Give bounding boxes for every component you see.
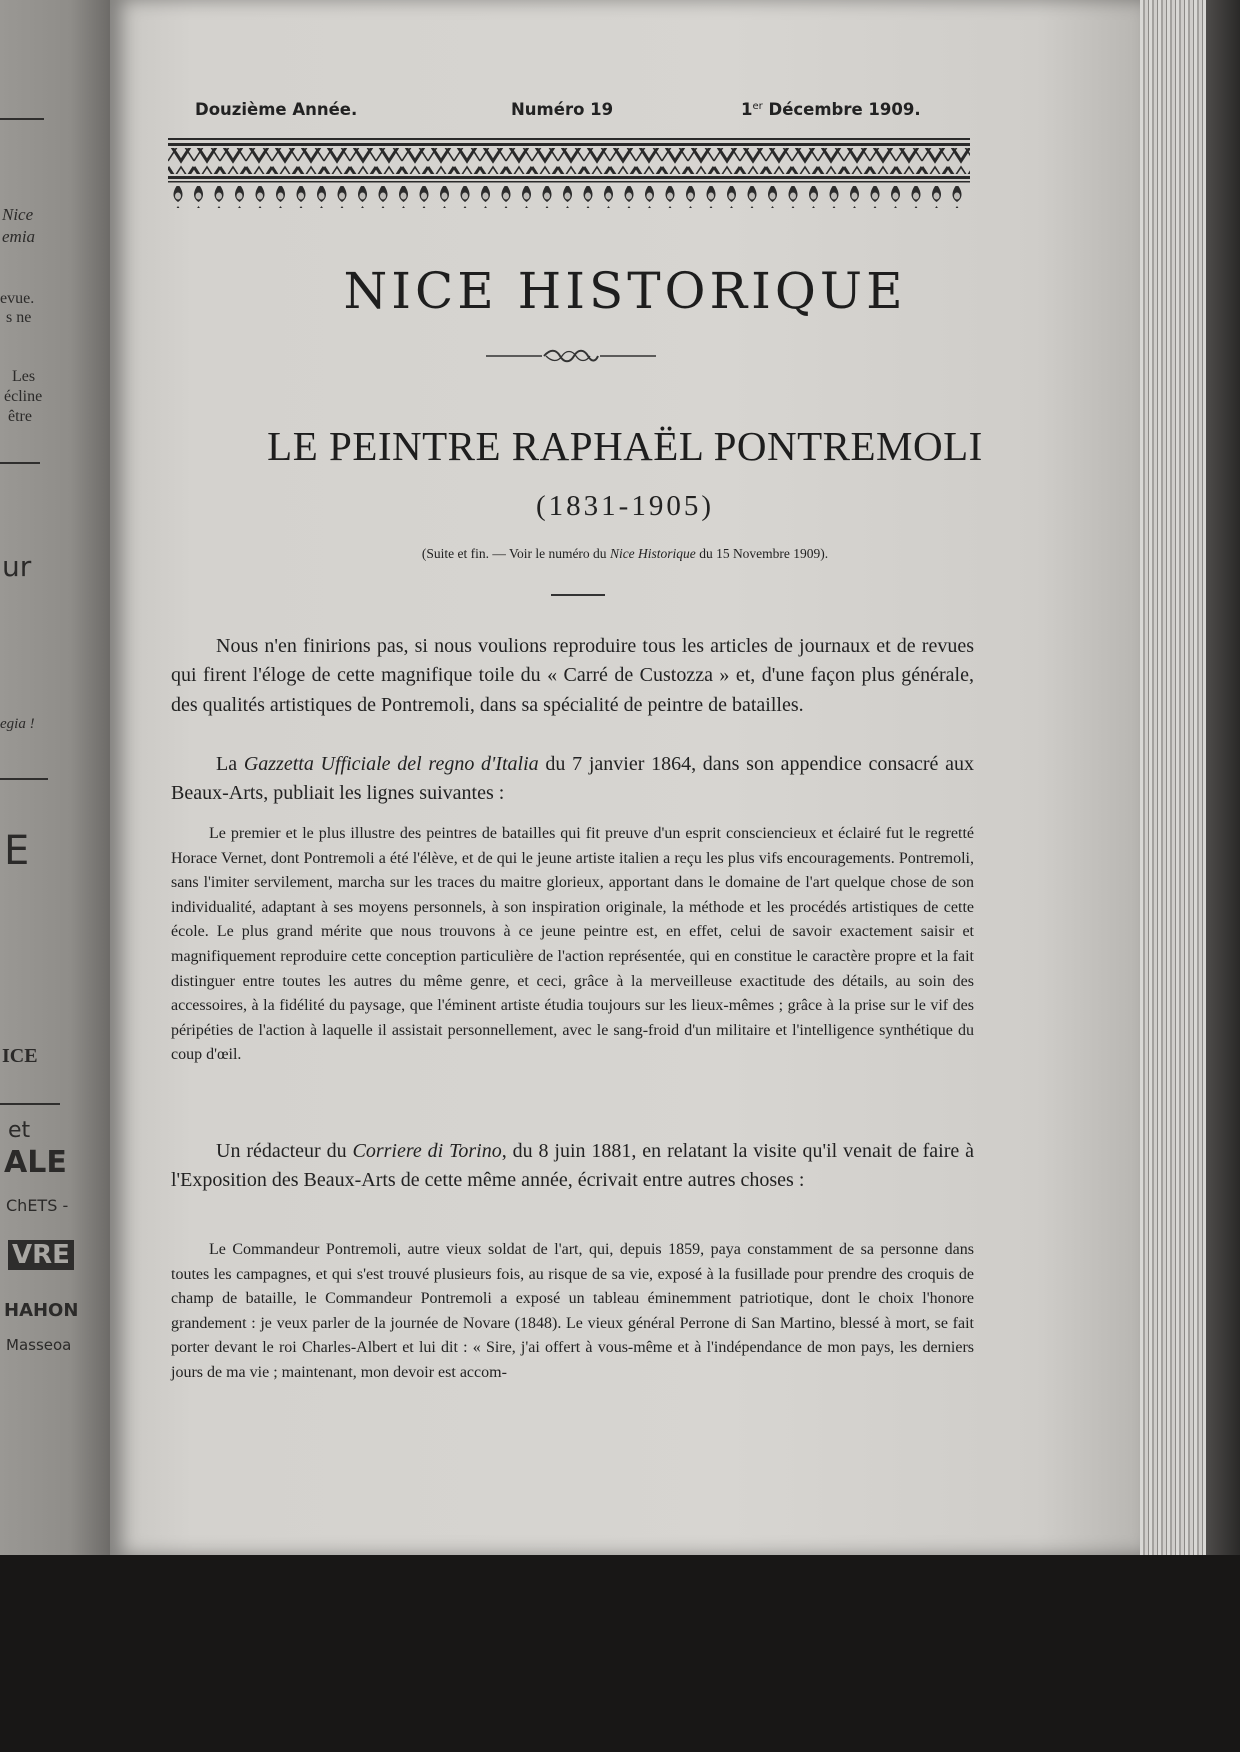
p3-journal-name: Corriere di Torino: [352, 1140, 502, 1162]
fragment-text: Masseoa: [6, 1336, 72, 1354]
fragment-text: egia !: [0, 716, 35, 732]
fragment-text: être: [8, 408, 32, 425]
continuation-note: [110, 546, 1140, 562]
p3-start: Un rédacteur du: [216, 1140, 347, 1162]
book-cover-edge: [1206, 0, 1240, 1555]
divider: [0, 462, 40, 464]
fragment-text: E: [4, 828, 30, 874]
p2-start: La: [216, 753, 238, 775]
ornament-divider: [486, 346, 656, 366]
paragraph-3: [171, 1137, 974, 1196]
fragment-text: et: [8, 1118, 31, 1143]
date-month-year: Décembre 1909.: [768, 100, 921, 119]
fragment-text: ALE: [4, 1145, 67, 1180]
issue-date: [741, 100, 921, 119]
p2-end: du 7 janvier 1864, dans son appendice consacré aux Beaux-Arts, publiait les lignes suivantes :: [171, 753, 975, 805]
fragment-text: écline: [4, 388, 43, 405]
fragment-text: Nice: [2, 205, 34, 224]
quotation-2: Le Commandeur Pontremoli, autre vieux soldat de l'art, qui, depuis 1859, paya constamment de sa personne dans toutes les campagnes, et qui s'est trouvé plusieurs fois, au risque de sa vie, exposé à la fusillade pour prendre des croquis de champ de bataille, le Commandeur Pontremoli a exposé un tableau éminemment patriotique, dont le choix l'honore grandement : je veux parler de la journée de Novare (1848). Le vieux général Perrone di San Martino, blessé à mort, se fait porter devant le roi Charles-Albert et lui dit : « Sire, j'ai offert à vous-même et à l'indépendance de mon pays, les derniers jours de ma vie ; maintenant, mon devoir est accom-: [171, 1241, 974, 1381]
volume-year: Douzième Année.: [195, 100, 358, 119]
scanner-background: [0, 1555, 1240, 1752]
date-superscript: er: [752, 101, 763, 112]
paragraph-2: [171, 750, 974, 809]
fragment-text: evue.: [0, 290, 35, 307]
previous-page-fragment: [0, 0, 128, 1555]
date-day: 1: [741, 100, 753, 119]
paragraph-1: Nous n'en finirions pas, si nous voulions reproduire tous les articles de journaux et de revues qui firent l'éloge de cette magnifique toile du « Carré de Custozza » et, d'une façon plus générale, des qualités artistiques de Pontremoli, dans sa spécialité de peintre de batailles.: [171, 635, 974, 716]
divider: [0, 118, 44, 120]
fragment-text: HAHON: [4, 1300, 79, 1321]
fragment-text: VRE: [8, 1240, 74, 1270]
running-header: [195, 100, 945, 126]
note-suffix: du 15 Novembre 1909).: [699, 546, 829, 561]
divider: [0, 778, 48, 780]
fragment-text: s ne: [6, 309, 32, 326]
p3-end: , du 8 juin 1881, en relatant la visite qu'il venait de faire à l'Exposition des Beaux-Arts de cette même année, écrivait entre autres choses :: [171, 1140, 974, 1192]
fragment-text: emia: [2, 227, 36, 246]
fragment-text: Les: [12, 368, 36, 385]
decorative-border-band: [168, 138, 970, 210]
section-rule: [551, 594, 605, 596]
note-journal-name: Nice Historique: [609, 546, 696, 561]
fragment-text: ICE: [2, 1045, 38, 1067]
fragment-text: ChETS -: [6, 1196, 69, 1215]
journal-masthead: NICE HISTORIQUE: [343, 262, 907, 320]
note-prefix: (Suite et fin. — Voir le numéro du: [421, 546, 607, 561]
quotation-1: Le premier et le plus illustre des peintres de batailles qui fit preuve d'un esprit consciencieux et éclairé fut le regretté Horace Vernet, dont Pontremoli a été l'élève, et de qui le jeune artiste italien a reçu les plus vifs encouragements. Pontremoli, sans l'imiter servilement, marcha sur les traces du maitre glorieux, apportant dans le domaine de l'art quelque chose de son individualité, adaptant à ses moyens personnels, à son inspiration originale, la méthode et les procédés artistiques de cette école. Le plus grand mérite que nous trouvons à ce jeune peintre est, en effet, celui de savoir exactement saisir et magnifiquement reproduire cette conception particulière de l'action représentée, qui en constitue le caractère propre et la fait distinguer entre toutes les autres du même genre, et ceci, grâce à la merveilleuse exactitude des détails, au soin des accessoires, à la fidélité du paysage, que l'éminent artiste étudia toujours sur les lieux-mêmes ; grâce à la prise sur le vif des péripéties de l'action à laquelle il assistait personnellement, avec le sang-froid d'un militaire et l'intelligence synthétique du coup d'œil.: [171, 825, 974, 1064]
p2-journal-name: Gazzetta Ufficiale del regno d'Italia: [243, 753, 539, 775]
page-edges: [1140, 0, 1240, 1555]
divider: [0, 1103, 60, 1105]
article-title: LE PEINTRE RAPHAËL PONTREMOLI: [267, 423, 983, 469]
issue-number: Numéro 19: [511, 100, 614, 119]
article-dates: (1831-1905): [536, 490, 714, 522]
fragment-text: ur: [2, 550, 32, 583]
